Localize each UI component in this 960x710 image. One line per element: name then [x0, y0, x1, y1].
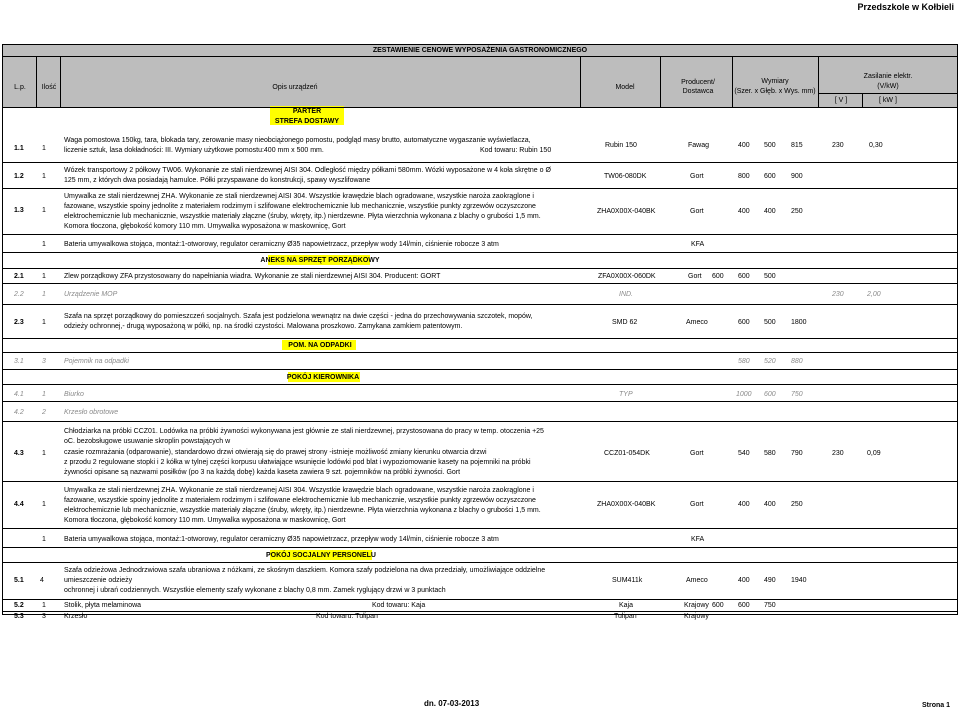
row-5-3-producer: Krajowy [684, 613, 709, 620]
row-divider [2, 107, 958, 108]
row-1-1-model: Rubin 150 [605, 142, 637, 149]
col-wymiary-title: Wymiary [761, 78, 789, 85]
row-1-2-width: 800 [738, 173, 750, 180]
row-5-1-height: 1940 [791, 577, 807, 584]
row-2-2-lp: 2.2 [14, 291, 24, 298]
row-2-1-producer: Gort [688, 273, 702, 280]
table-bottom-border [2, 614, 958, 615]
row-divider [2, 401, 958, 402]
row-1-1-code: Kod towaru: Rubin 150 [480, 147, 552, 154]
row-bateria-1-desc: Bateria umywalkowa stojąca, montaż:1-otworowy, regulator ceramiczny Ø35 napowietrzacz, przepływ wody 14l/min, ciśnienie robocze 3 atm [64, 241, 499, 248]
col-wymiary-sub: (Szer. x Głęb. x Wys. mm) [734, 88, 816, 95]
row-1-3-desc: fazowane, wszystkie spoiny jednolite z materiałem rodzimym i szlifowane elektrochemicznie lub mechanicznie, wszystkie punkty zgrzewów oczyszczone [64, 203, 536, 210]
page-header: Przedszkole w Kołbieli [857, 2, 954, 12]
row-5-2-height: 750 [764, 602, 776, 609]
row-4-4-desc: Komora tłoczona, głębokość komory 110 mm. Umywalka wyposażona w maskownicę, Gort [64, 517, 346, 524]
row-2-2-desc: Urządzenie MOP [64, 291, 118, 298]
col-lp: L.p. [14, 84, 26, 91]
row-1-1-voltage: 230 [832, 142, 844, 149]
row-2-1-desc: Zlew porządkowy ZFA przystosowany do napełniania wiadra. Wykonanie ze stali nierdzewnej AISI 304. Producent: GORT [64, 273, 441, 280]
sep [818, 93, 958, 94]
row-5-1-producer: Ameco [686, 577, 708, 584]
row-divider [2, 252, 958, 253]
row-1-1-qty: 1 [42, 145, 46, 152]
col-model: Model [615, 84, 635, 91]
row-3-1-desc: Pojemnik na odpadki [64, 358, 129, 365]
row-divider [2, 162, 958, 163]
row-1-3-width: 400 [738, 208, 750, 215]
row-4-1-lp: 4.1 [14, 391, 24, 398]
row-5-1-width: 400 [738, 577, 750, 584]
row-4-3-power: 0,09 [867, 450, 881, 457]
row-2-3-model: SMD 62 [612, 319, 638, 326]
row-4-3-desc: Chłodziarka na próbki CCZ01. Lodówka na próbki żywności wykonywana jest głównie ze stali nierdzewnej, przystosowana do pracy w temp. otoczenia +25 [64, 428, 544, 435]
row-divider [2, 384, 958, 385]
row-5-1-qty: 4 [40, 577, 44, 584]
row-5-2-code: Kod towaru: Kaja [372, 602, 426, 609]
row-1-2-depth: 600 [764, 173, 776, 180]
row-4-4-lp: 4.4 [14, 501, 24, 508]
row-2-1-height: 500 [764, 273, 776, 280]
row-4-1-depth: 600 [764, 391, 776, 398]
row-bateria-1-producer: KFA [691, 241, 705, 248]
section-pom: POM. NA ODPADKI [288, 342, 352, 349]
row-5-2-depth: 600 [738, 602, 750, 609]
sep [732, 56, 733, 107]
row-4-4-desc: Umywalka ze stali nierdzewnej ZHA. Wykonanie ze stali nierdzewnej AISI 304. Wszystkie krawędzie blach ogradowane, wszystkie naroża zaokrąglone i [64, 487, 534, 494]
row-1-1-desc: Waga pomostowa 150kg, tara, blokada tary, zerowanie masy nieobciążonego pomostu, podgląd masy brutto, automatyczne wygaszanie wyświetlacza, [64, 137, 531, 144]
col-unit-kw: [ kW ] [879, 97, 897, 104]
row-2-3-height: 1800 [791, 319, 807, 326]
row-4-4-height: 250 [791, 501, 803, 508]
row-4-1-width: 1000 [736, 391, 752, 398]
row-4-4-desc: fazowane, wszystkie spoiny jednolite z materiałem rodzimym i szlifowane elektrochemicznie lub mechanicznie, wszystkie punkty zgrzewów oczyszczone [64, 497, 536, 504]
section-parter: PARTER [292, 108, 322, 115]
row-4-3-qty: 1 [42, 450, 46, 457]
row-2-3-desc: Szafa na sprzęt porządkowy do pomieszczeń socjalnych. Szafa jest podzielona wewnątrz na dwie części - jedna do przechowywania szczotek, mopów, [64, 313, 533, 320]
row-5-1-depth: 490 [764, 577, 776, 584]
col-unit-v: [ V ] [834, 97, 848, 104]
row-1-2-producer: Gort [690, 173, 704, 180]
row-bateria-2-qty: 1 [42, 536, 46, 543]
row-2-1-qty: 1 [42, 273, 46, 280]
row-4-3-model: CCZ01-054DK [604, 450, 650, 457]
row-1-1-height: 815 [791, 142, 803, 149]
row-divider [2, 188, 958, 189]
row-divider [2, 481, 958, 482]
row-4-2-desc: Krzesło obrotowe [64, 409, 119, 416]
row-5-1-desc: ochronnej i ubrań codziennych. Wszystkie elementy szafy wykonane z blachy 0,8 mm. Zamek ryglujący drzwi w 3 punktach [64, 587, 446, 594]
col-ilosc: Ilość [41, 84, 57, 91]
row-divider [2, 599, 958, 600]
row-2-3-producer: Ameco [686, 319, 708, 326]
sep [660, 56, 661, 107]
row-2-2-power: 2,00 [867, 291, 881, 298]
row-4-4-qty: 1 [42, 501, 46, 508]
footer-date: dn. 07-03-2013 [424, 699, 480, 708]
row-2-1-depth: 600 [738, 273, 750, 280]
row-1-1-width: 400 [738, 142, 750, 149]
row-1-3-lp: 1.3 [14, 207, 24, 214]
row-5-2-producer: Krajowy [684, 602, 709, 609]
row-4-3-lp: 4.3 [14, 450, 24, 457]
row-3-1-depth: 520 [764, 358, 776, 365]
row-4-2-lp: 4.2 [14, 409, 24, 416]
row-divider [2, 234, 958, 235]
row-5-2-desc: Stolik, płyta melaminowa [64, 602, 142, 609]
sep [580, 56, 581, 107]
row-4-3-depth: 580 [764, 450, 776, 457]
row-1-2-qty: 1 [42, 173, 46, 180]
row-2-2-voltage: 230 [832, 291, 844, 298]
row-3-1-lp: 3.1 [14, 358, 24, 365]
row-5-1-lp: 5.1 [14, 577, 24, 584]
row-divider [2, 547, 958, 548]
row-5-3-qty: 3 [42, 613, 46, 620]
row-1-2-desc: 125 mm, z których dwa posiadają hamulce. Półki przyspawane do konstrukcji, spawy wyszlifowane [64, 177, 371, 184]
sep [60, 56, 61, 107]
row-1-3-desc: elektrochemicznie lub mechanicznie, wszystkie materiały złączne (śruby, wkręty, itp.) nierdzewne. Płyta wierzchnia wykonana z blachy o grubości 1,5 mm. [64, 213, 541, 220]
row-divider [2, 352, 958, 353]
row-4-4-model: ZHA0X00X-040BK [597, 501, 656, 508]
row-2-3-qty: 1 [42, 319, 46, 326]
row-4-3-voltage: 230 [832, 450, 844, 457]
row-divider [2, 268, 958, 269]
row-1-2-height: 900 [791, 173, 803, 180]
section-kierownika: POKÓJ KIEROWNIKA [286, 374, 360, 381]
row-5-1-desc: Szafa odzieżowa Jednodrzwiowa szafa ubraniowa z nóżkami, ze skośnym daszkiem. Komora szafy podzielona na dwa przedziały, umożliwiające oddzielne [64, 567, 546, 574]
row-2-3-lp: 2.3 [14, 319, 24, 326]
row-1-1-lp: 1.1 [14, 145, 24, 152]
row-divider [2, 369, 958, 370]
row-2-1-width: 600 [712, 273, 724, 280]
row-1-3-desc: Umywalka ze stali nierdzewnej ZHA. Wykonanie ze stali nierdzewnej AISI 304. Wszystkie krawędzie blach ogradowane, wszystkie naroża zaokrąglone i [64, 193, 534, 200]
row-2-3-width: 600 [738, 319, 750, 326]
row-divider [2, 528, 958, 529]
row-1-3-producer: Gort [690, 208, 704, 215]
row-1-1-desc: liczenie sztuk, lasa dokładności: III. Wymiary użytkowe pomostu:400 mm x 500 mm. [64, 147, 324, 154]
col-producent: Producent/ Dostawca [681, 79, 715, 95]
footer-page: Strona 1 [922, 702, 951, 709]
row-divider [2, 562, 958, 563]
col-zasilanie-title: Zasilanie elektr. [863, 73, 913, 80]
row-divider [2, 283, 958, 284]
row-1-2-desc: Wózek transportowy 2 półkowy TW06. Wykonanie ze stali nierdzewnej AISI 304. Odległość między półkami 580mm. Wózki wyposażone w 4 koła skrętne o Ø [64, 167, 551, 174]
row-5-2-model: Kaja [619, 602, 634, 609]
row-4-3-desc: z przodu 2 regulowane stopki i 2 kółka w tylnej części korpusu ułatwiające wsunięcie lodówki pod blat i wypoziomowanie kasety na pojemniki na próbki [64, 459, 531, 466]
row-2-2-model: IND. [619, 291, 633, 298]
row-4-3-desc: żywności opisane są nazwami posiłków (po 3 na każdą dobę) każda kaseta zawiera 9 szt. pojemników na próbki żywności. Gort [64, 469, 461, 476]
row-4-4-depth: 400 [764, 501, 776, 508]
row-4-3-height: 790 [791, 450, 803, 457]
row-1-1-depth: 500 [764, 142, 776, 149]
row-2-3-desc: odzieży ochronnej,- drugą wyposażoną w półki, np. na środki czystości. Malowana proszkowo. Zamykana zamkiem patentowym. [64, 323, 463, 330]
row-4-3-producer: Gort [690, 450, 704, 457]
row-4-1-qty: 1 [42, 391, 46, 398]
section-socjalny: POKÓJ SOCJALNY PERSONELU [266, 552, 376, 559]
row-3-1-height: 880 [791, 358, 803, 365]
row-1-3-desc: Komora tłoczona, głębokość komory 110 mm. Umywalka wyposażona w maskownicę, Gort [64, 223, 346, 230]
row-3-1-width: 580 [738, 358, 750, 365]
row-2-1-lp: 2.1 [14, 273, 24, 280]
row-1-1-producer: Fawag [688, 142, 710, 149]
section-strefa: STREFA DOSTAWY [274, 118, 340, 125]
sep [36, 56, 37, 107]
row-bateria-2-desc: Bateria umywalkowa stojąca, montaż:1-otworowy, regulator ceramiczny Ø35 napowietrzacz, przepływ wody 14l/min, ciśnienie robocze 3 atm [64, 536, 499, 543]
table-title: ZESTAWIENIE CENOWE WYPOSAŻENIA GASTRONOMICZNEGO [372, 47, 588, 54]
row-5-2-lp: 5.2 [14, 602, 24, 609]
row-4-4-width: 400 [738, 501, 750, 508]
row-1-2-lp: 1.2 [14, 173, 24, 180]
row-5-2-width: 600 [712, 602, 724, 609]
row-1-2-model: TW06-080DK [604, 173, 647, 180]
row-5-1-desc: umieszczenie odzieży [64, 577, 133, 584]
row-divider [2, 611, 958, 612]
row-4-4-desc: elektrochemicznie lub mechanicznie, wszystkie materiały złączne (śruby, wkręty, itp.) nierdzewne. Płyta wierzchnia wykonana z blachy o grubości 1,5 mm. [64, 507, 541, 514]
row-5-3-model: Tulipan [614, 613, 637, 620]
row-4-2-qty: 2 [42, 409, 46, 416]
row-1-1-power: 0,30 [869, 142, 883, 149]
row-4-3-width: 540 [738, 450, 750, 457]
row-2-1-model: ZFA0X00X-060DK [598, 273, 656, 280]
row-bateria-1-qty: 1 [42, 241, 46, 248]
row-5-1-model: SUM411k [612, 577, 643, 584]
section-aneks: ANEKS NA SPRZĘT PORZĄDKOWY [260, 257, 380, 264]
header-divider [2, 56, 958, 57]
row-4-1-height: 750 [791, 391, 803, 398]
row-5-3-desc: Krzesło [64, 613, 88, 620]
row-4-4-producer: Gort [690, 501, 704, 508]
row-4-1-desc: Biurko [64, 391, 84, 398]
row-4-3-desc: czasie rozmrażania (odparowanie), standardowo drzwi otwierają się do prawej strony -istnieje możliwość zmiany kierunku otwarcia drzwi [64, 449, 487, 456]
row-divider [2, 304, 958, 305]
row-3-1-qty: 3 [42, 358, 46, 365]
row-divider [2, 421, 958, 422]
row-4-1-model: TYP [619, 391, 633, 398]
sep [862, 93, 863, 107]
row-divider [2, 338, 958, 339]
row-1-3-qty: 1 [42, 207, 46, 214]
row-5-3-code: Kod towaru: Tulipan [316, 613, 378, 620]
row-2-2-qty: 1 [42, 291, 46, 298]
col-zasilanie-sub: (V/kW) [877, 83, 899, 90]
col-opis: Opis urządzeń [272, 84, 318, 91]
row-1-3-model: ZHA0X00X-040BK [597, 208, 656, 215]
row-1-3-height: 250 [791, 208, 803, 215]
row-bateria-2-producer: KFA [691, 536, 705, 543]
row-1-3-depth: 400 [764, 208, 776, 215]
row-4-3-desc: oC. bezobsługowe usuwanie skroplin powstających w [64, 438, 231, 445]
row-2-3-depth: 500 [764, 319, 776, 326]
row-5-3-lp: 5.3 [14, 613, 24, 620]
row-5-2-qty: 1 [42, 602, 46, 609]
sep [818, 56, 819, 107]
